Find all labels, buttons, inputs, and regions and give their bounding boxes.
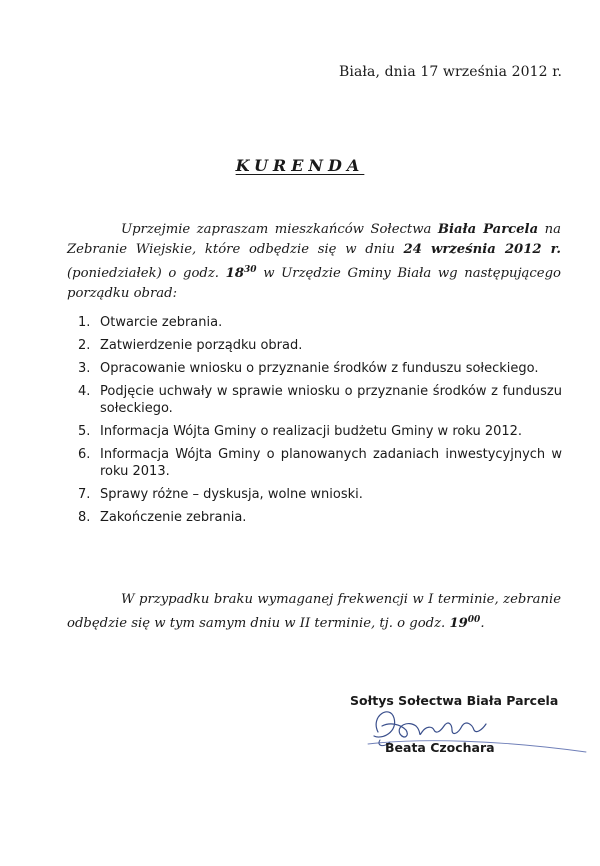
signatory-title: Sołtys Sołectwa Biała Parcela [350,693,559,708]
agenda-item-text: Zakończenie zebrania. [100,510,247,525]
agenda-item-number: 3. [78,361,91,376]
intro-text-3: (poniedziałek) o godz. [67,266,226,281]
agenda-item [78,383,562,417]
closing-paragraph [67,590,561,634]
agenda-item [78,486,562,503]
document-date: Biała, dnia 17 września 2012 r. [338,64,562,80]
agenda-item-number: 2. [78,338,91,353]
agenda-item-text: Zatwierdzenie porządku obrad. [100,338,303,353]
agenda-item-number: 1. [78,315,91,330]
agenda-item-number: 7. [78,487,91,502]
agenda-item-number: 6. [78,447,91,462]
agenda-item-text: Podjęcie uchwały w sprawie wniosku o przyznanie środków z funduszu sołeckiego. [100,384,562,416]
agenda-item [78,337,562,354]
agenda-item-text: Informacja Wójta Gminy o planowanych zadaniach inwestycyjnych w roku 2013. [100,447,562,479]
agenda-item [78,314,562,331]
agenda-item-text: Opracowanie wniosku o przyznanie środków z funduszu sołeckiego. [100,361,539,376]
agenda-item [78,509,562,526]
closing-period: . [480,616,485,631]
agenda-item-text: Informacja Wójta Gminy o realizacji budżetu Gminy w roku 2012. [100,424,523,439]
second-term-minutes: 00 [467,615,481,625]
agenda-item [78,360,562,377]
intro-text-4: w Urzędzie Gminy Biała wg następującego porządku obrad: [67,266,561,301]
second-term-hour: $19^{00}$ [449,615,481,631]
intro-meeting-minutes: 30 [244,265,257,275]
intro-meeting-hour: $18^{30}$ [225,265,257,281]
intro-meeting-date: 24 września 2012 r. [403,242,561,257]
intro-village-name: Biała Parcela [437,222,539,237]
document-title [0,156,600,175]
agenda-item [78,446,562,480]
agenda-item-number: 4. [78,384,91,399]
intro-paragraph [67,220,561,304]
intro-text-2: na Zebranie Wiejskie, które odbędzie się w dniu [67,222,561,257]
agenda-item [78,423,562,440]
closing-text: W przypadku braku wymaganej frekwencji w I terminie, zebranie odbędzie się w tym samym dniu w II terminie, tj. o godz. [67,592,561,631]
signatory-name: Beata Czochara [385,740,495,755]
title-text: KURENDA [235,156,365,175]
agenda-item-number: 5. [78,424,91,439]
agenda-item-text: Sprawy różne – dyskusja, wolne wnioski. [100,487,363,502]
intro-text-1: Uprzejmie zapraszam mieszkańców Sołectwa [121,222,438,237]
agenda-list [78,314,562,532]
agenda-item-number: 8. [78,510,91,525]
agenda-item-text: Otwarcie zebrania. [100,315,223,330]
